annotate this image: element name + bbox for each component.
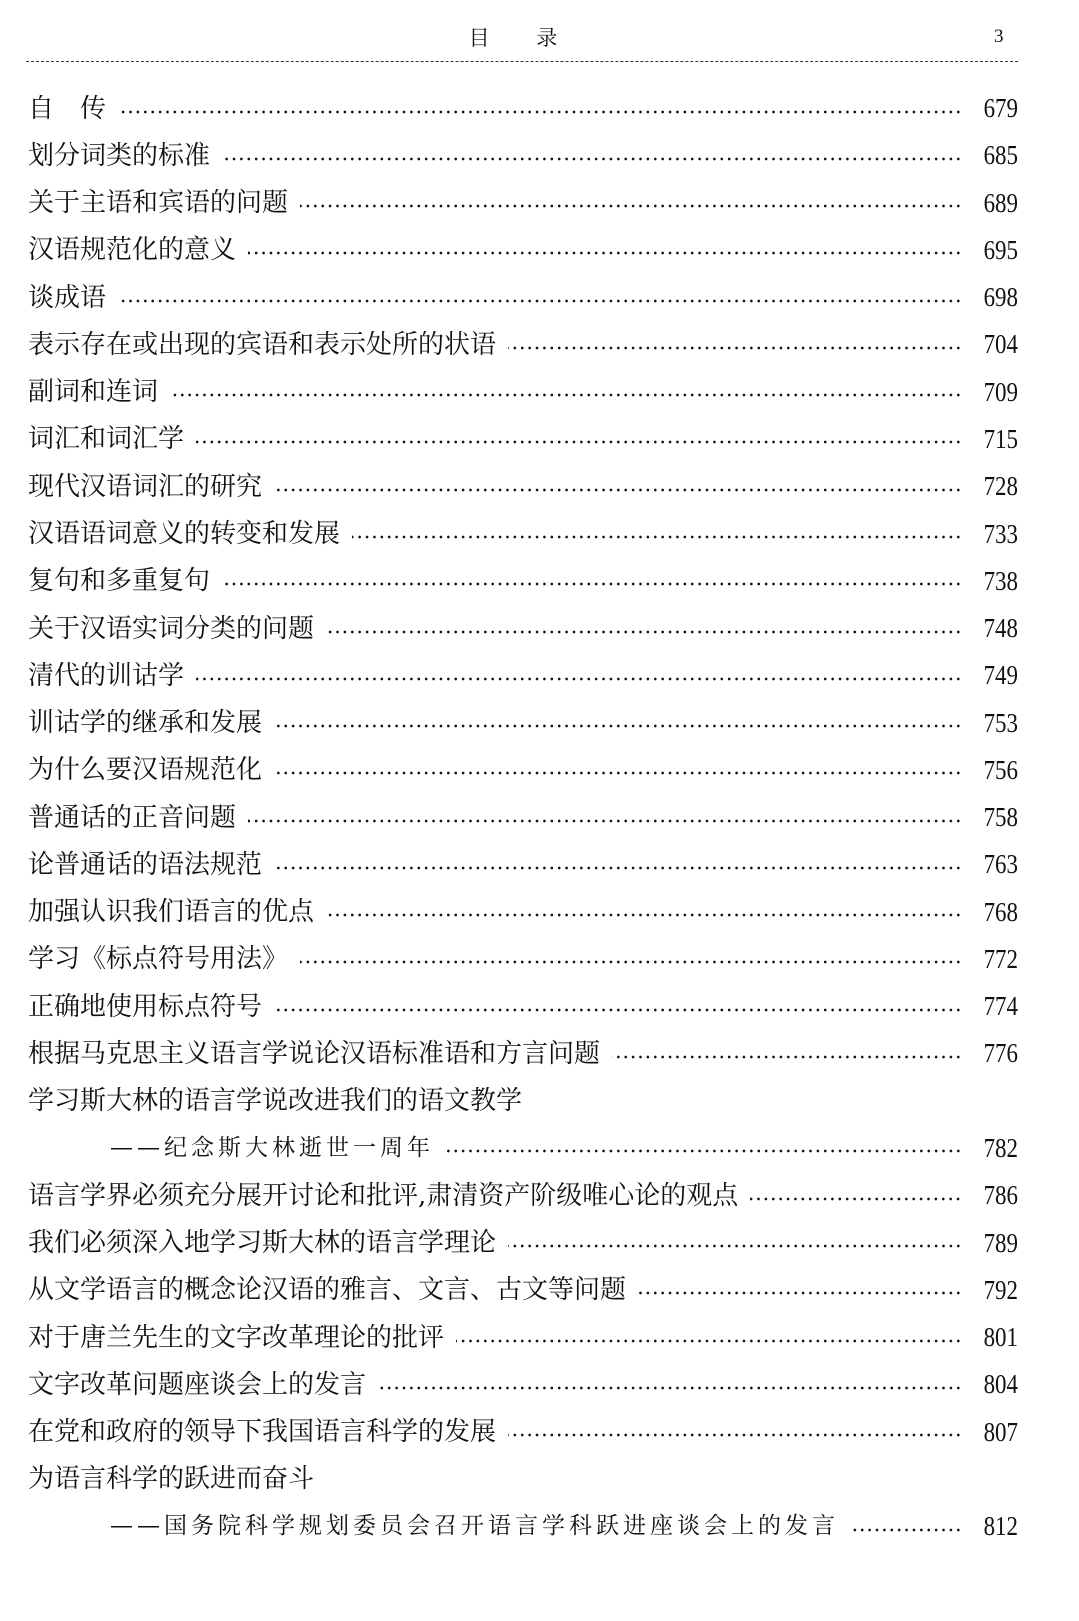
dot-leader [326, 629, 962, 635]
entry-title: 现代汉语词汇的研究 [28, 471, 263, 502]
dot-leader [274, 487, 962, 493]
toc-entry[interactable] [28, 558, 1018, 605]
entry-page-number: 774 [983, 991, 1018, 1022]
entry-title: 汉语规范化的意义 [28, 235, 237, 266]
entry-page-number: 776 [983, 1038, 1018, 1069]
dot-leader [248, 818, 962, 824]
entry-page-number: 753 [983, 707, 1018, 738]
entry-title: 普通话的正音问题 [28, 802, 237, 833]
toc-entry[interactable] [28, 652, 1018, 699]
table-of-contents [28, 85, 1018, 1550]
dot-leader [750, 1196, 962, 1202]
entry-page-number: 772 [983, 943, 1018, 974]
entry-title: 汉语语词意义的转变和发展 [28, 519, 341, 550]
entry-page-number: 733 [983, 518, 1018, 549]
entry-title: 训诂学的继承和发展 [28, 708, 263, 739]
entry-title: 副词和连词 [28, 377, 159, 408]
dot-leader [274, 770, 962, 776]
entry-title: 论普通话的语法规范 [28, 849, 263, 880]
entry-page-number: 715 [983, 423, 1018, 454]
toc-entry[interactable] [28, 936, 1018, 983]
entry-title: 关于汉语实词分类的问题 [28, 613, 315, 644]
entry-title: 在党和政府的领导下我国语言科学的发展 [28, 1417, 497, 1448]
toc-entry[interactable] [28, 321, 1018, 368]
toc-entry[interactable] [28, 1125, 1018, 1172]
toc-entry[interactable] [28, 841, 1018, 888]
dot-leader [456, 1338, 962, 1344]
entry-title: 学习《标点符号用法》 [28, 944, 289, 975]
toc-entry[interactable] [28, 889, 1018, 936]
dot-leader [638, 1290, 962, 1296]
entry-page-number: 807 [983, 1416, 1018, 1447]
toc-entry[interactable] [28, 132, 1018, 179]
toc-entry[interactable] [28, 1030, 1018, 1077]
dot-leader [446, 1148, 962, 1154]
entry-title: 文字改革问题座谈会上的发言 [28, 1369, 367, 1400]
entry-page-number: 704 [983, 329, 1018, 360]
toc-entry[interactable] [28, 1314, 1018, 1361]
entry-title: 为语言科学的跃进而奋斗 [28, 1464, 315, 1495]
entry-title: 加强认识我们语言的优点 [28, 897, 315, 928]
dot-leader [300, 203, 962, 209]
entry-page-number: 782 [983, 1132, 1018, 1163]
dot-leader [274, 723, 962, 729]
entry-page-number: 749 [983, 660, 1018, 691]
dot-leader [274, 1007, 962, 1013]
toc-entry-title-line [28, 1078, 1018, 1125]
dot-leader [248, 250, 962, 256]
entry-page-number: 748 [983, 613, 1018, 644]
dot-leader [196, 676, 962, 682]
toc-entry[interactable] [28, 416, 1018, 463]
entry-page-number: 812 [983, 1511, 1018, 1542]
entry-title: 语言学界必须充分展开讨论和批评,肃清资产阶级唯心论的观点 [28, 1180, 739, 1211]
entry-page-number: 804 [983, 1369, 1018, 1400]
entry-page-number: 801 [983, 1322, 1018, 1353]
toc-entry[interactable] [28, 747, 1018, 794]
entry-title: 表示存在或出现的宾语和表示处所的状语 [28, 329, 497, 360]
entry-title: 从文学语言的概念论汉语的雅言、文言、古文等问题 [28, 1275, 627, 1306]
entry-title: 我们必须深入地学习斯大林的语言学理论 [28, 1228, 497, 1258]
entry-title: 清代的训诂学 [28, 660, 185, 691]
toc-entry[interactable] [28, 510, 1018, 557]
header-page-number: 3 [994, 26, 1004, 47]
dot-leader [118, 298, 962, 304]
entry-page-number: 738 [983, 565, 1018, 596]
entry-page-number: 763 [983, 849, 1018, 880]
entry-page-number: 789 [983, 1227, 1018, 1258]
entry-subtitle: ——国务院科学规划委员会召开语言学科跃进座谈会上的发言 [110, 1513, 839, 1540]
entry-title: 对于唐兰先生的文字改革理论的批评 [28, 1322, 445, 1353]
dot-leader [170, 392, 962, 398]
dot-leader [612, 1054, 962, 1060]
dot-leader [222, 156, 962, 162]
toc-entry[interactable] [28, 699, 1018, 746]
entry-title: 关于主语和宾语的问题 [28, 188, 289, 219]
entry-title: 复句和多重复句 [28, 566, 211, 597]
entry-page-number: 679 [983, 93, 1018, 124]
entry-title: 根据马克思主义语言学说论汉语标准语和方言问题 [28, 1038, 601, 1069]
toc-entry[interactable] [28, 1361, 1018, 1408]
toc-entry[interactable] [28, 1503, 1018, 1550]
entry-page-number: 689 [983, 187, 1018, 218]
dot-leader [508, 1243, 962, 1249]
dot-leader [222, 581, 962, 587]
dot-leader [326, 912, 962, 918]
entry-page-number: 685 [983, 140, 1018, 171]
toc-entry[interactable] [28, 794, 1018, 841]
entry-title: 词汇和词汇学 [28, 424, 185, 455]
header-title: 目 录 [468, 26, 578, 50]
entry-page-number: 756 [983, 754, 1018, 785]
dot-leader [378, 1385, 962, 1391]
toc-entry[interactable] [28, 463, 1018, 510]
entry-title: 自 传 [28, 93, 107, 124]
toc-entry[interactable] [28, 1219, 1018, 1266]
dot-leader [118, 109, 962, 115]
entry-page-number: 709 [983, 376, 1018, 407]
dot-leader [508, 345, 962, 351]
dot-leader [196, 439, 962, 445]
entry-page-number: 786 [983, 1180, 1018, 1211]
toc-entry[interactable] [28, 1267, 1018, 1314]
entry-title: 正确地使用标点符号 [28, 991, 263, 1022]
entry-page-number: 792 [983, 1274, 1018, 1305]
toc-entry[interactable] [28, 274, 1018, 321]
dot-leader [274, 865, 962, 871]
entry-title: 为什么要汉语规范化 [28, 755, 263, 786]
toc-entry[interactable] [28, 1172, 1018, 1219]
toc-entry[interactable] [28, 227, 1018, 274]
header-rule [26, 61, 1018, 62]
toc-entry[interactable] [28, 605, 1018, 652]
entry-subtitle: ——纪念斯大林逝世一周年 [110, 1134, 434, 1161]
entry-page-number: 698 [983, 282, 1018, 313]
dot-leader [851, 1527, 962, 1533]
dot-leader [508, 1432, 962, 1438]
entry-page-number: 695 [983, 234, 1018, 265]
toc-entry[interactable] [28, 1408, 1018, 1455]
toc-entry[interactable] [28, 85, 1018, 132]
toc-entry[interactable] [28, 369, 1018, 416]
entry-title: 学习斯大林的语言学说改进我们的语文教学 [28, 1086, 523, 1117]
entry-title: 谈成语 [28, 282, 107, 313]
dot-leader [352, 534, 962, 540]
dot-leader [300, 959, 962, 965]
entry-page-number: 758 [983, 802, 1018, 833]
entry-page-number: 728 [983, 471, 1018, 502]
toc-entry[interactable] [28, 983, 1018, 1030]
toc-entry[interactable] [28, 180, 1018, 227]
entry-page-number: 768 [983, 896, 1018, 927]
toc-entry-title-line [28, 1456, 1018, 1503]
entry-title: 划分词类的标准 [28, 140, 211, 171]
